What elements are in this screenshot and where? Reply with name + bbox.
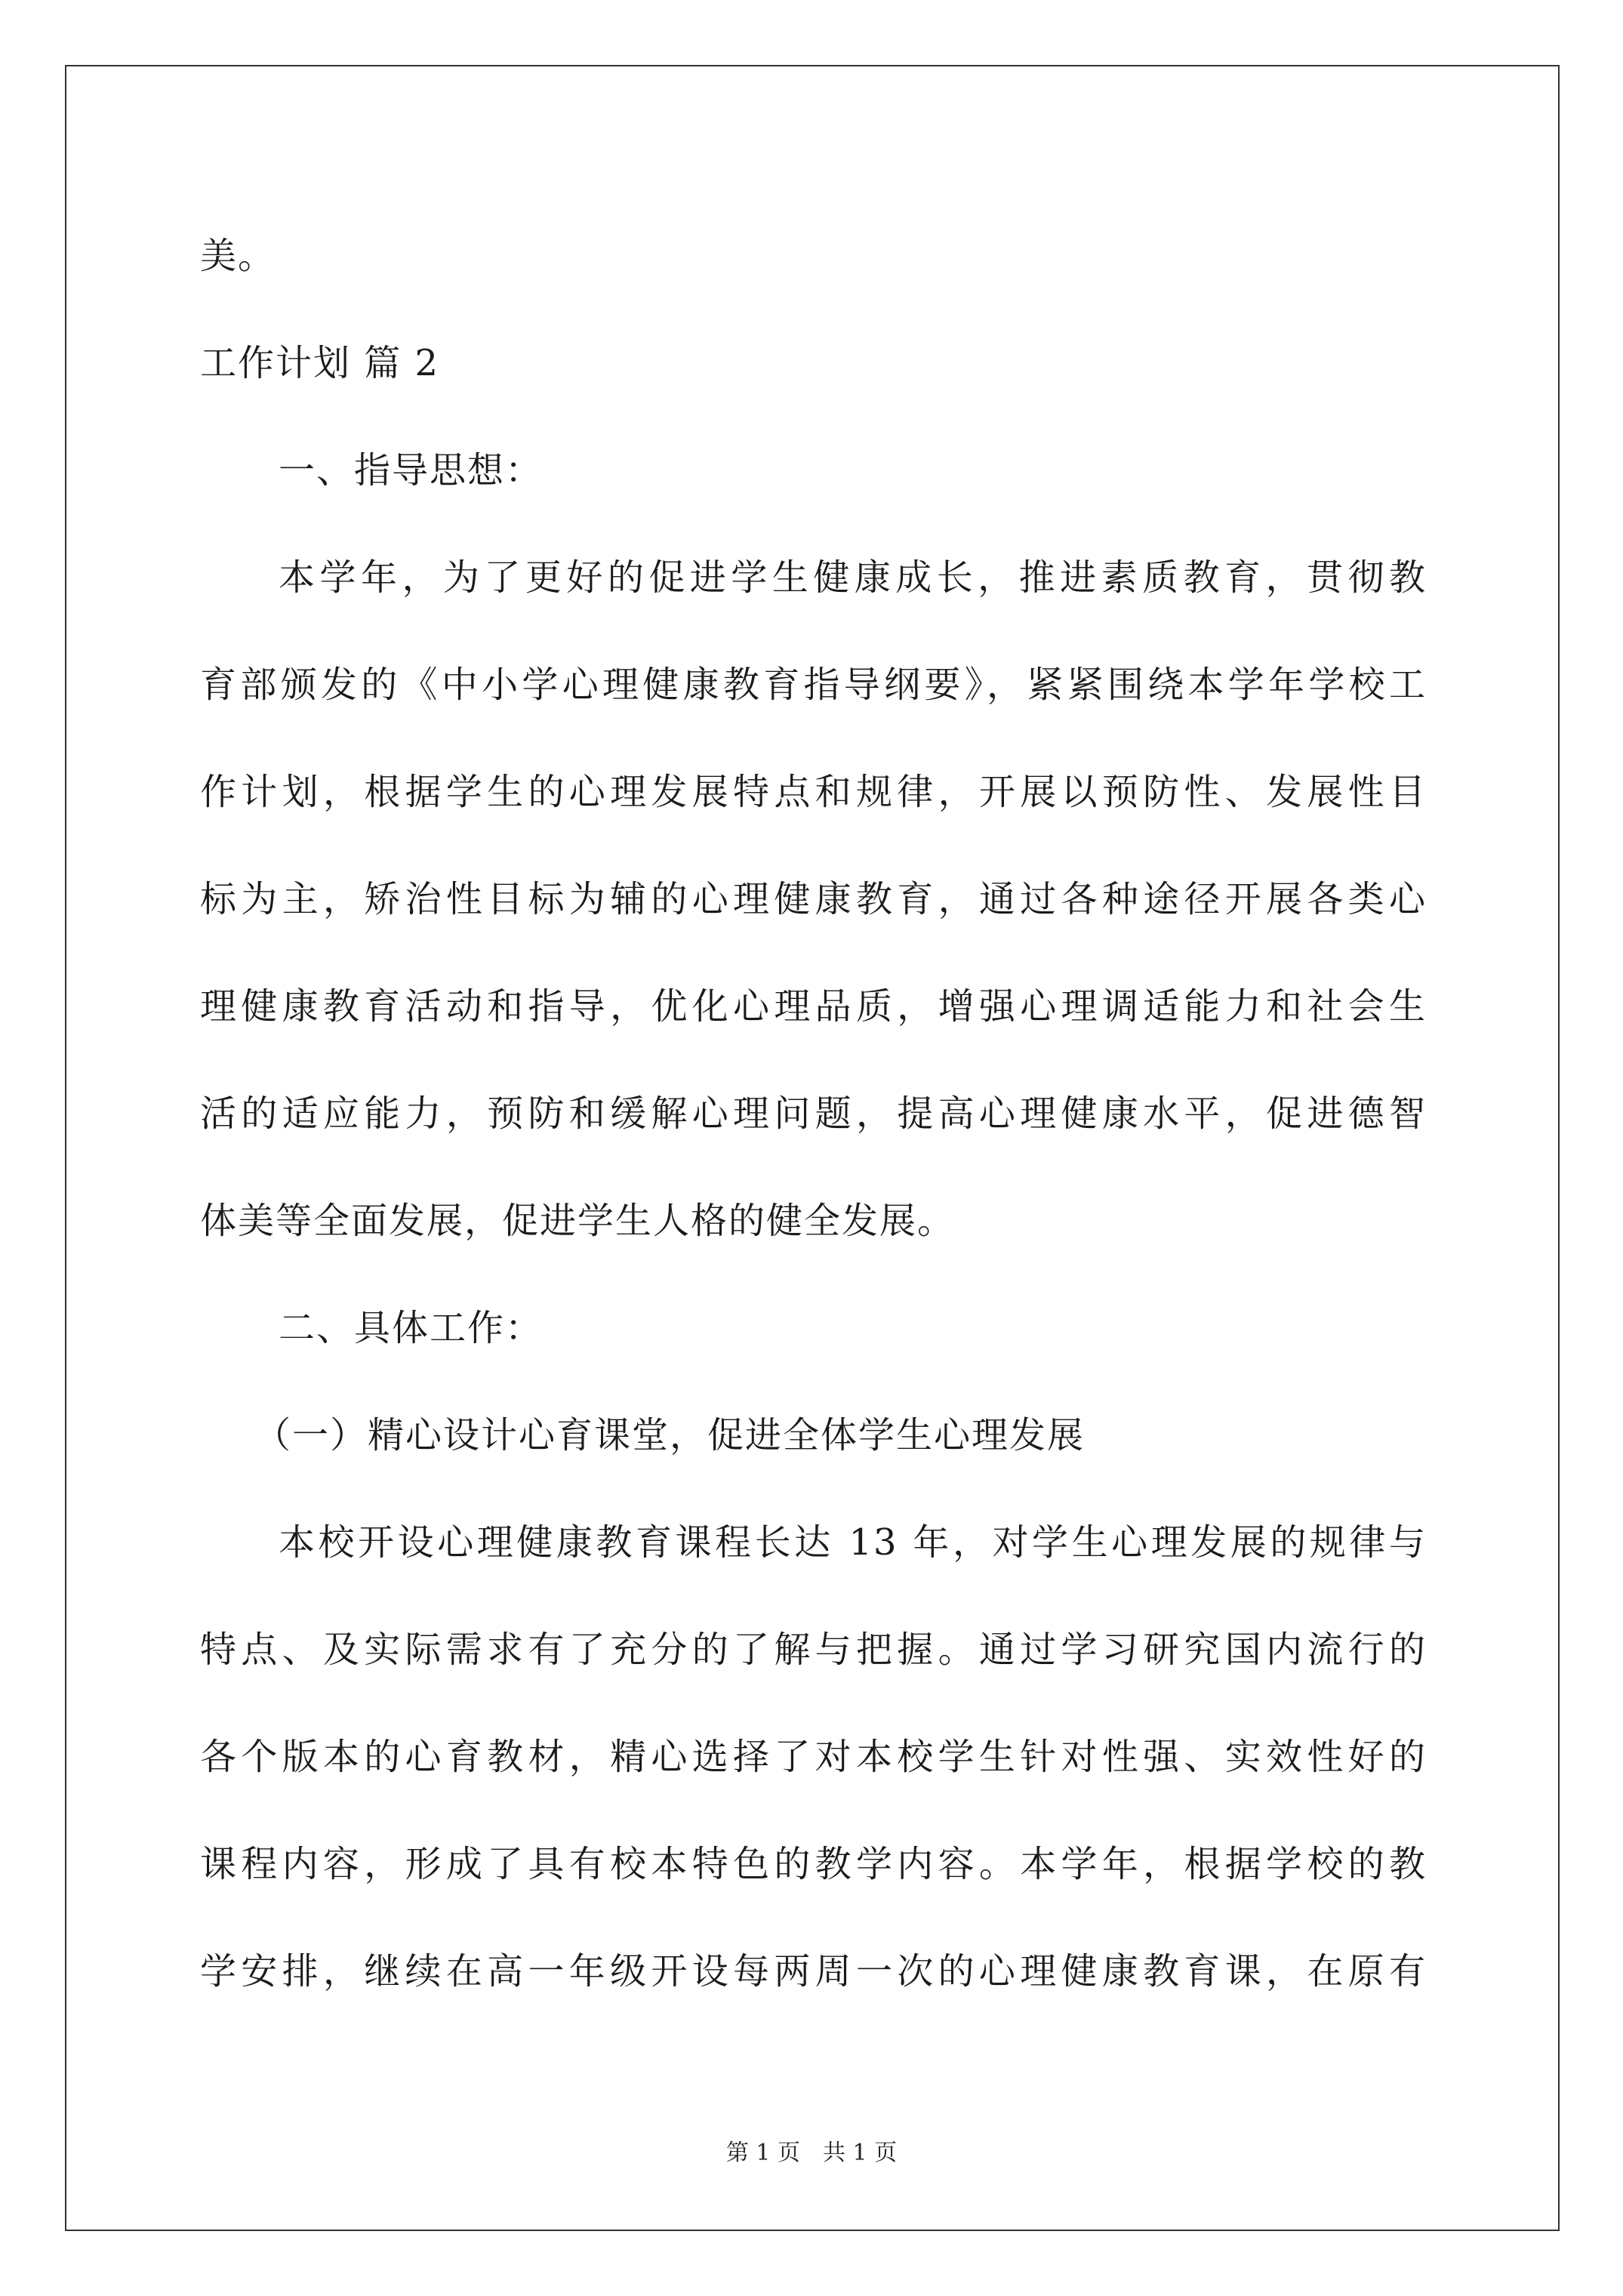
- paragraph-line: 理健康教育活动和指导，优化心理品质，增强心理调适能力和社会生: [200, 985, 1427, 1028]
- paragraph-line: 作计划，根据学生的心理发展特点和规律，开展以预防性、发展性目: [200, 771, 1427, 813]
- page-footer: 第 1 页 共 1 页: [725, 2140, 898, 2166]
- paragraph-line: 育部颁发的《中小学心理健康教育指导纲要》，紧紧围绕本学年学校工: [200, 664, 1427, 706]
- paragraph-line: 本校开设心理健康教育课程长达 13 年，对学生心理发展的规律与: [279, 1521, 1427, 1564]
- document-body: [200, 202, 1427, 2025]
- paragraph-line: 本学年，为了更好的促进学生健康成长，推进素质教育，贯彻教: [279, 556, 1427, 599]
- section-title: 工作计划 篇 2: [200, 342, 440, 384]
- paragraph-line: 特点、及实际需求有了充分的了解与把握。通过学习研究国内流行的: [200, 1629, 1427, 1671]
- text-line-continuation: 美。: [200, 235, 276, 277]
- heading-guiding-ideology: 一、指导思想：: [279, 449, 544, 492]
- paragraph-line: 体美等全面发展，促进学生人格的健全发展。: [200, 1200, 956, 1242]
- heading-specific-work: 二、具体工作：: [279, 1307, 544, 1349]
- paragraph-line: 各个版本的心育教材，精心选择了对本校学生针对性强、实效性好的: [200, 1736, 1427, 1778]
- paragraph-line: 学安排，继续在高一年级开设每两周一次的心理健康教育课，在原有: [200, 1950, 1427, 1992]
- subheading-classroom: （一）精心设计心育课堂，促进全体学生心理发展: [254, 1414, 1086, 1456]
- paragraph-line: 活的适应能力，预防和缓解心理问题，提高心理健康水平，促进德智: [200, 1093, 1427, 1135]
- paragraph-line: 课程内容，形成了具有校本特色的教学内容。本学年，根据学校的教: [200, 1843, 1427, 1885]
- paragraph-line: 标为主，矫治性目标为辅的心理健康教育，通过各种途径开展各类心: [200, 878, 1427, 920]
